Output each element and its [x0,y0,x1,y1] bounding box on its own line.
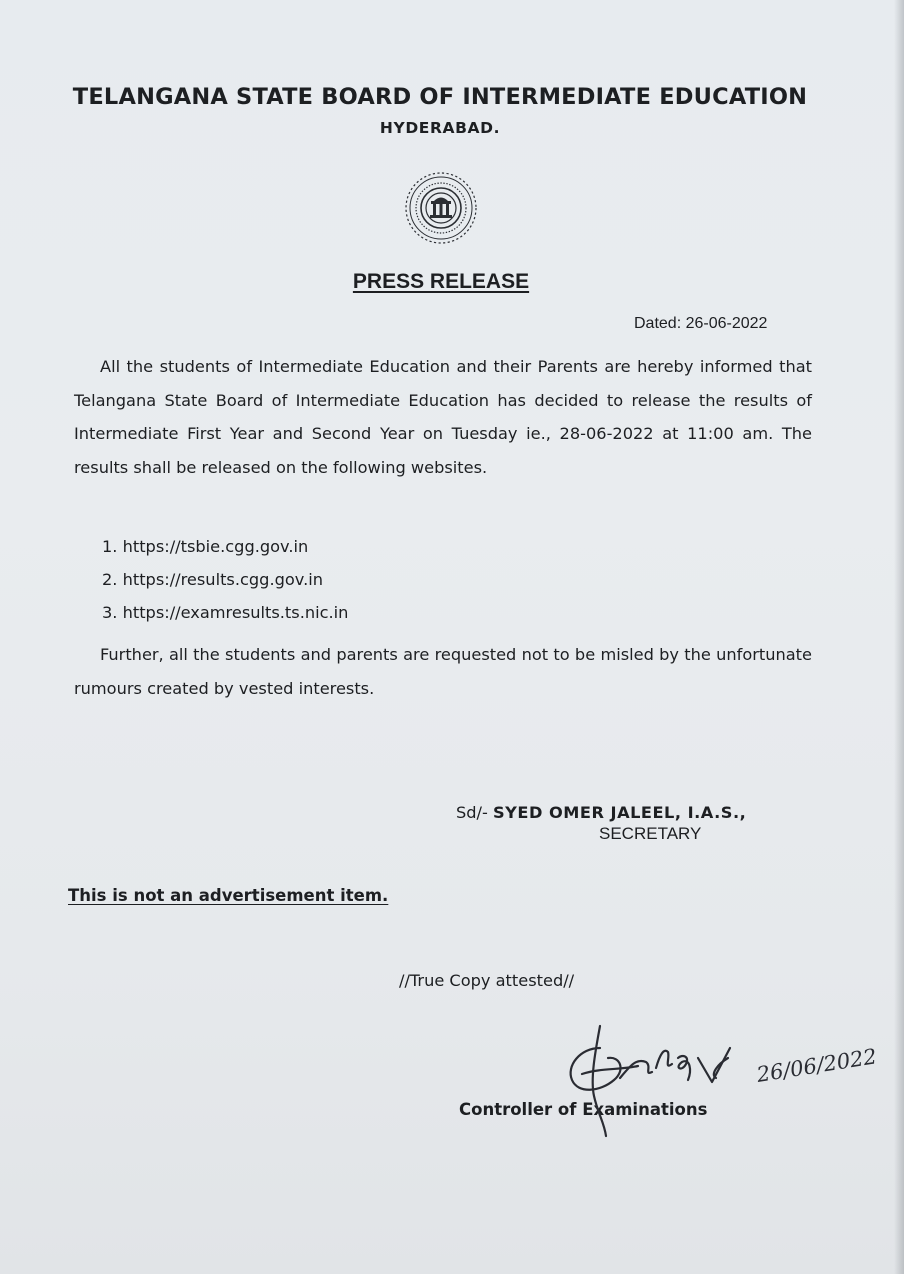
website-item: 2. https://results.cgg.gov.in [102,570,323,589]
board-city: HYDERABAD. [379,119,501,137]
board-emblem-seal-icon [403,170,479,246]
website-item: 3. https://examresults.ts.nic.in [102,603,349,622]
board-title: TELANGANA STATE BOARD OF INTERMEDIATE EDUCATION [72,84,808,110]
true-copy-attested: //True Copy attested// [399,971,575,990]
paper-edge-shadow [894,0,904,1274]
press-release-heading: PRESS RELEASE [352,270,530,293]
handwritten-signature-icon [560,1018,890,1138]
signatory-name: SYED OMER JALEEL, I.A.S., [493,803,747,822]
website-item: 1. https://tsbie.cgg.gov.in [102,537,309,556]
announcement-paragraph: All the students of Intermediate Education and their Parents are hereby informed that Telangana State Board of Intermediate Education has decided to release the results of Intermediate First Year and Second Year on Tuesday ie., 28-06-2022 at 11:00 am. The results shall be released on the following websites. [74,357,812,477]
signatory-line [456,803,746,822]
disclaimer: This is not an advertisement item. [68,886,389,905]
signatory-prefix: Sd/- [456,803,488,822]
signature-handwritten-date: 26/06/2022 [755,1044,879,1087]
websites-list [102,530,348,629]
rumour-warning-paragraph: Further, all the students and parents are requested not to be misled by the unfortunate rumours created by vested interests. [74,645,812,698]
release-date: Dated: 26-06-2022 [634,315,768,332]
controller-of-examinations: Controller of Examinations [459,1100,708,1119]
signatory-designation: SECRETARY [599,824,702,843]
